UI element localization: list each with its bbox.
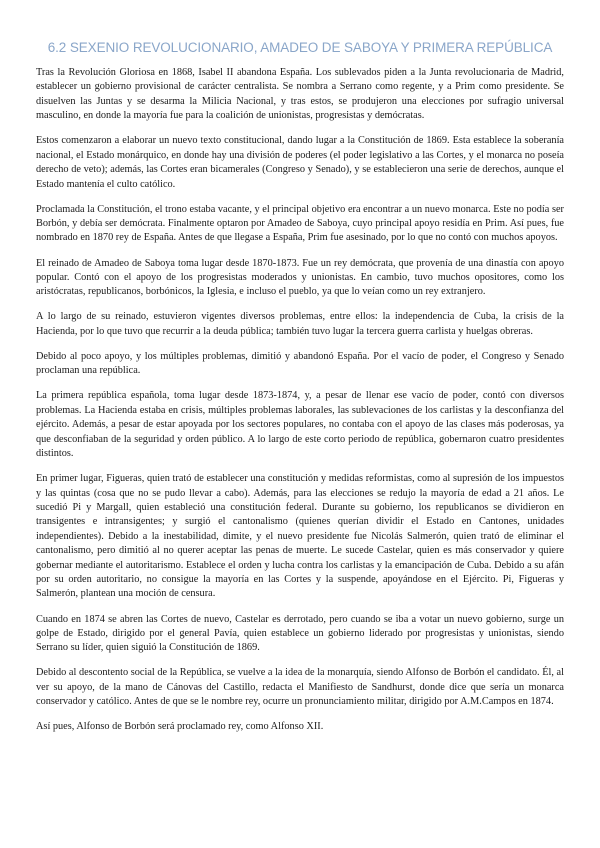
paragraph-4: El reinado de Amadeo de Saboya toma lugar desde 1870-1873. Fue un rey demócrata, que provenía de una dinastía con apoyo popular. Contó con el apoyo de los progresistas moderados y unionistas. En cambio, tuvo muchos opositores, como los aristócratas, republicanos, borbónicos, la Iglesia, e incluso el pueblo, ya que lo veían como un rey extranjero. — [36, 257, 564, 298]
paragraph-6: Debido al poco apoyo, y los múltiples problemas, dimitió y abandonó España. Por el vacío de poder, el Congreso y Senado proclaman una república. — [36, 350, 564, 377]
paragraph-11: Así pues, Alfonso de Borbón será proclamado rey, como Alfonso XII. — [36, 721, 324, 733]
page-title: 6.2 SEXENIO REVOLUCIONARIO, AMADEO DE SABOYA Y PRIMERA REPÚBLICA — [47, 40, 553, 55]
paragraph-2: Estos comenzaron a elaborar un nuevo texto constitucional, dando lugar a la Constitución de 1869. Esta establece la soberanía nacional, el Estado monárquico, en donde hay una división de poderes (el poder legislativo a las Cortes, y el monarca no poseía derecho de veto); además, las Cortes eran bicamerales (Congreso y Senado), y se establecieron una serie de derechos, aunque el Estado mantenía el culto católico. — [36, 135, 564, 190]
paragraph-7: La primera república española, toma lugar desde 1873-1874, y, a pesar de llenar ese vacío de poder, contó con diversos problemas. La Hacienda estaba en crisis, múltiples problemas laborales, las sublevaciones de los carlistas y la desconfianza del ejército. Además, a pesar de estar apoyada por los sectores populares, no contaba con el apoyo de las clases más poderosas, ya que desconfiaban de la seguridad y orden público. A lo largo de este corto periodo de república, gobernaron cuatro presidentes distintos. — [36, 390, 564, 460]
paragraph-1: Tras la Revolución Gloriosa en 1868, Isabel II abandona España. Los sublevados piden a la Junta revolucionaria de Madrid, establecer un gobierno provisional de carácter centralista. Se nombra a Serrano como regente, y a Prim como presidente. Se disuelven las Juntas y se desarma la Milicia Nacional, y tras estos, se produjeron una elecciones por sufragio universal masculino, en donde la mayoría fue para la coalición de unionistas, progresistas y demócratas. — [36, 67, 564, 122]
paragraph-5: A lo largo de su reinado, estuvieron vigentes diversos problemas, entre ellos: la independencia de Cuba, la crisis de la Hacienda, por lo que tuvo que recurrir a la deuda pública; también tuvo lugar la tercera guerra carlista y huelgas obreras. — [36, 311, 564, 337]
paragraph-3: Proclamada la Constitución, el trono estaba vacante, y el principal objetivo era encontrar a un nuevo monarca. Este no podía ser Borbón, y debía ser demócrata. Finalmente optaron por Amadeo de Saboya, cuyo principal apoyo residía en Prim. Así pues, fue nombrado en 1870 rey de España. Antes de que llegase a España, Prim fue asesinado, por lo que no contó con muchos apoyos. — [36, 203, 564, 244]
paragraph-10: Debido al descontento social de la República, se vuelve a la idea de la monarquía, siendo Alfonso de Borbón el candidato. Él, al ver su apoyo, de la mano de Cánovas del Castillo, redacta el Manifiesto de Sandhurst, donde dice que sería un monarca conservador y católico. Antes de que se le nombre rey, ocurre un pronunciamiento militar, dirigido por A.M.Campos en 1874. — [36, 667, 564, 708]
paragraph-9: Cuando en 1874 se abren las Cortes de nuevo, Castelar es derrotado, pero cuando se iba a votar un nuevo gobierno, surge un golpe de Estado, dirigido por el general Pavía, quien establece un gobierno liderado por progresistas y unionistas, siendo Serrano su líder, quien siguió la Constitución de 1869. — [36, 613, 564, 654]
paragraph-8: En primer lugar, Figueras, quien trató de establecer una constitución y medidas reformistas, como al supresión de los impuestos y las quintas (cosa que no se pudo llevar a cabo). Además, para las elecciones se redujo la mayoría de edad a 21 años. Le sucedió Pi y Margall, quien estableció una constitución federal. Durante su gobierno, los republicanos se dividieron en transigentes e intransigentes; y surgió el cantonalismo (quienes querían dividir el Estado en Cantones, unidades independientes). Debido a la inestabilidad, dimite, y el nuevo presidente fue Nicolás Salmerón, quien trató de eliminar el cantonalismo, pero dimitió al no querer aceptar las penas de muerte. Le sucede Castelar, quien es más conservador y quiere gobernar mediante el autoritarismo. Establece el orden y lucha contra los carlistas y la emancipación de Cuba. Debido a su afán por su orden autoritario, no consigue la mayoría en las Cortes y la suspende, apoyándose en el Ejército. Pi, Figueras y Salmerón, plantean una moción de censura. — [36, 473, 564, 600]
